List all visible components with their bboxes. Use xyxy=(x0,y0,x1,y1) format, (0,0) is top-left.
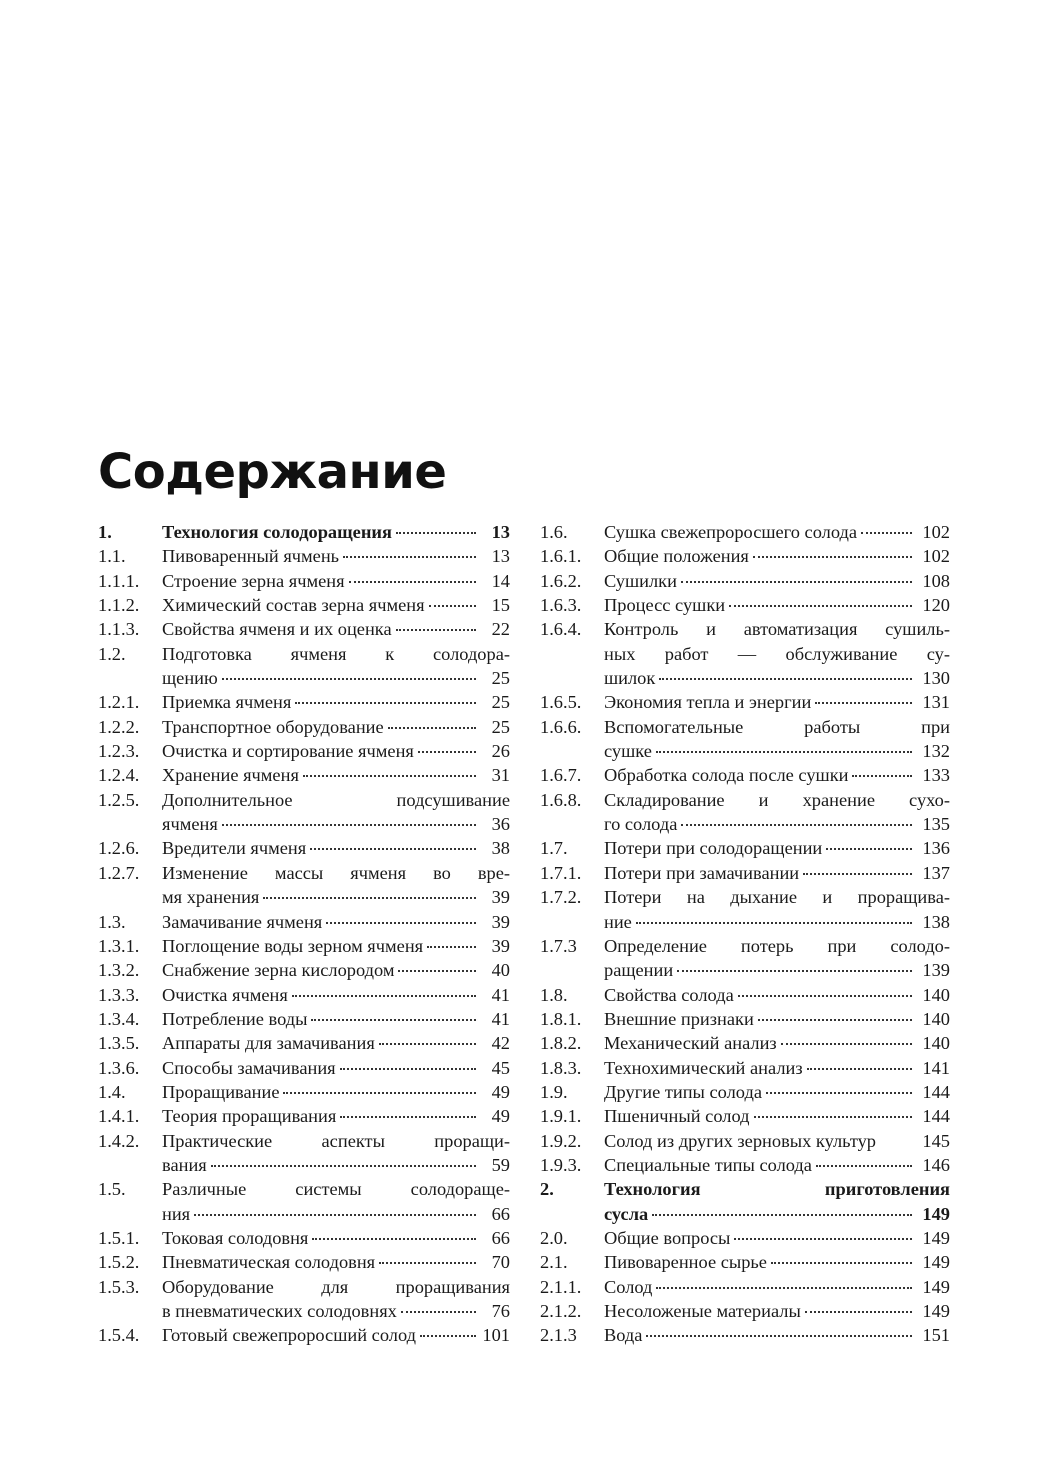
toc-dot-leader xyxy=(349,580,476,583)
toc-entry-title: Пивоваренное сырье xyxy=(604,1252,767,1273)
toc-entry-number: 2.1.3 xyxy=(540,1325,577,1346)
toc-entry-number: 1.7. xyxy=(540,838,568,859)
toc-entry-number: 1.3.5. xyxy=(98,1033,140,1054)
toc-entry-page: 133 xyxy=(922,765,950,786)
toc-entry xyxy=(540,1007,950,1031)
toc-entry-page: 145 xyxy=(922,1130,950,1151)
toc-dot-leader xyxy=(754,1115,913,1118)
toc-entry-number: 1.2.7. xyxy=(98,862,140,883)
toc-dot-leader xyxy=(681,823,912,826)
toc-entry-title: шилок xyxy=(604,668,656,689)
toc-entry-page: 135 xyxy=(922,814,950,835)
toc-entry-number: 1.3.2. xyxy=(98,960,140,981)
toc-entry-number: 1.6. xyxy=(540,522,568,542)
toc-entry-page: 151 xyxy=(922,1325,950,1346)
toc-entry xyxy=(540,715,950,764)
toc-entry-title: ячменя xyxy=(162,814,218,835)
toc-entry-number: 1.6.6. xyxy=(540,716,582,737)
toc-entry xyxy=(98,1177,510,1226)
toc-entry-number: 2. xyxy=(540,1179,554,1200)
toc-entry-title: Солод xyxy=(604,1276,653,1297)
toc-entry-page: 140 xyxy=(922,1008,950,1029)
toc-entry-page: 138 xyxy=(922,911,950,932)
toc-entry-title-line: Складирование и хранение сухо- xyxy=(604,789,950,810)
toc-entry-title: вания xyxy=(162,1154,207,1175)
toc-entry-page: 137 xyxy=(922,862,950,883)
toc-entry xyxy=(98,1275,510,1324)
toc-entry-title: сусла xyxy=(604,1203,649,1224)
toc-dot-leader xyxy=(194,1213,476,1216)
toc-entry-page: 66 xyxy=(491,1227,510,1248)
toc-entry-title: Экономия тепла и энергии xyxy=(604,692,812,713)
toc-entry-title: Несоложеные материалы xyxy=(604,1301,801,1321)
toc-entry-number: 1.3. xyxy=(98,911,126,932)
toc-dot-leader xyxy=(771,1261,912,1264)
toc-dot-leader xyxy=(803,872,912,875)
toc-entry-number: 2.0. xyxy=(540,1227,568,1248)
toc-dot-leader xyxy=(646,1334,912,1337)
toc-dot-leader xyxy=(677,969,912,972)
toc-entry xyxy=(98,763,510,787)
toc-entry-number: 2.1.2. xyxy=(540,1301,582,1321)
toc-entry-number: 1.5.1. xyxy=(98,1227,140,1248)
toc-entry-title: Поглощение воды зерном ячменя xyxy=(162,935,424,956)
toc-entry-page: 25 xyxy=(491,668,510,689)
toc-entry-number: 1.5.2. xyxy=(98,1252,140,1273)
toc-entry-number: 1.2.1. xyxy=(98,692,140,713)
toc-entry-number: 1.7.3 xyxy=(540,935,577,956)
toc-dot-leader xyxy=(427,945,476,948)
toc-dot-leader xyxy=(766,1091,912,1094)
toc-entry xyxy=(98,1056,510,1080)
toc-entry-page: 26 xyxy=(491,741,510,762)
toc-entry xyxy=(540,1056,950,1080)
toc-dot-leader xyxy=(379,1042,476,1045)
toc-entry-number: 1.6.1. xyxy=(540,546,582,567)
toc-entry-number: 1.5.3. xyxy=(98,1276,140,1297)
toc-entry-number: 1.4.2. xyxy=(98,1130,140,1151)
toc-entry-page: 59 xyxy=(491,1154,510,1175)
toc-entry-title: сушке xyxy=(604,741,652,762)
toc-entry-title: Строение зерна ячменя xyxy=(162,570,345,591)
toc-entry-page: 132 xyxy=(922,741,950,762)
toc-entry-number: 1.6.8. xyxy=(540,789,582,810)
toc-entry-title-line: ных работ — обслуживание су- xyxy=(604,643,950,664)
toc-entry-page: 131 xyxy=(922,692,950,713)
toc-entry-page: 31 xyxy=(491,765,510,786)
toc-entry-title-line: Изменение массы ячменя во вре- xyxy=(162,862,510,883)
toc-entry-number: 1.5.4. xyxy=(98,1325,140,1346)
toc-entry-page: 15 xyxy=(491,595,510,616)
toc-entry-page: 70 xyxy=(491,1252,510,1273)
toc-entry-title: Пивоваренный ячмень xyxy=(162,546,340,567)
toc-entry-title: Пневматическая солодовня xyxy=(162,1252,376,1273)
toc-entry-title: Проращивание xyxy=(162,1081,280,1102)
toc-dot-leader xyxy=(343,555,476,558)
toc-entry-page: 22 xyxy=(491,619,510,640)
toc-entry-title: щению xyxy=(162,668,218,689)
toc-entry-number: 1.2.6. xyxy=(98,838,140,859)
toc-entry xyxy=(98,1323,510,1347)
toc-entry-title: Химический состав зерна ячменя xyxy=(162,595,425,616)
toc-entry-title: Замачивание ячменя xyxy=(162,911,323,932)
toc-entry-title: Снабжение зерна кислородом xyxy=(162,960,395,981)
toc-entry-title: го солода xyxy=(604,814,678,835)
toc-dot-leader xyxy=(815,701,912,704)
toc-entry-page: 101 xyxy=(482,1325,510,1346)
toc-entry-title: Очистка ячменя xyxy=(162,984,288,1005)
toc-entry xyxy=(98,715,510,739)
toc-entry xyxy=(98,617,510,641)
toc-dot-leader xyxy=(807,1067,912,1070)
toc-dot-leader xyxy=(826,847,912,850)
toc-entry xyxy=(540,1031,950,1055)
toc-dot-leader xyxy=(311,1018,476,1021)
toc-entry xyxy=(98,642,510,691)
toc-entry-page: 139 xyxy=(922,960,950,981)
toc-entry-title: Специальные типы солода xyxy=(604,1154,812,1175)
toc-entry-number: 1.8.3. xyxy=(540,1057,582,1078)
toc-entry-page: 45 xyxy=(491,1057,510,1078)
toc-entry-page: 49 xyxy=(491,1081,510,1102)
toc-entry xyxy=(540,544,950,568)
toc-entry-page: 136 xyxy=(922,838,950,859)
toc-entry-title: Аппараты для замачивания xyxy=(162,1033,375,1054)
toc-entry-title-line: Оборудование для проращивания xyxy=(162,1276,510,1297)
toc-entry-page: 41 xyxy=(491,1008,510,1029)
toc-entry-page: 149 xyxy=(922,1203,950,1224)
toc-dot-leader xyxy=(310,847,476,850)
toc-entry-number: 2.1.1. xyxy=(540,1276,582,1297)
toc-entry-number: 1.3.6. xyxy=(98,1057,140,1078)
toc-entry-page: 144 xyxy=(922,1106,950,1127)
toc-entry-page: 144 xyxy=(922,1081,950,1102)
toc-dot-leader xyxy=(292,994,476,997)
toc-dot-leader xyxy=(211,1164,476,1167)
toc-dot-leader xyxy=(816,1164,912,1167)
toc-entry xyxy=(540,1299,950,1323)
toc-entry-title: Очистка и сортирование ячменя xyxy=(162,741,414,762)
toc-entry-number: 1.3.4. xyxy=(98,1008,140,1029)
toc-entry xyxy=(540,836,950,860)
toc-entry-title-line: Вспомогательные работы при xyxy=(604,716,950,737)
toc-entry-title-line: Дополнительное подсушивание xyxy=(162,789,510,810)
toc-entry xyxy=(540,1250,950,1274)
toc-dot-leader xyxy=(734,1237,912,1240)
toc-entry xyxy=(540,934,950,983)
toc-dot-leader xyxy=(805,1310,912,1313)
toc-dot-leader xyxy=(659,677,912,680)
toc-dot-leader xyxy=(852,774,912,777)
toc-dot-leader xyxy=(656,1286,912,1289)
toc-entry xyxy=(540,593,950,617)
toc-entry-title: Потери при замачивании xyxy=(604,862,800,883)
toc-entry-number: 1.7.2. xyxy=(540,887,582,908)
toc-entry-title: Технология солодоращения xyxy=(162,522,392,542)
toc-entry-page: 41 xyxy=(491,984,510,1005)
toc-entry-title: Потребление воды xyxy=(162,1008,308,1029)
toc-entry-title: Теория проращивания xyxy=(162,1106,337,1127)
toc-dot-leader xyxy=(326,921,476,924)
toc-entry-number: 1.6.7. xyxy=(540,765,582,786)
toc-entry-number: 1.3.3. xyxy=(98,984,140,1005)
toc-entry-number: 1.2.4. xyxy=(98,765,140,786)
toc-entry-page: 140 xyxy=(922,1033,950,1054)
toc-entry-page: 39 xyxy=(491,911,510,932)
toc-entry-page: 102 xyxy=(922,522,950,542)
toc-entry-title-line: Практические аспекты проращи- xyxy=(162,1130,510,1151)
toc-entry-page: 149 xyxy=(922,1227,950,1248)
toc-entry-title: ращении xyxy=(604,960,674,981)
toc-entry xyxy=(98,569,510,593)
toc-dot-leader xyxy=(295,701,476,704)
toc-entry-page: 40 xyxy=(491,960,510,981)
toc-entry-number: 1.2.2. xyxy=(98,716,140,737)
toc-entry-title: Способы замачивания xyxy=(162,1057,336,1078)
toc-entry-page: 76 xyxy=(491,1301,510,1321)
toc-entry-title: мя хранения xyxy=(162,887,260,908)
toc-dot-leader xyxy=(340,1067,476,1070)
toc-entry-title: Пшеничный солод xyxy=(604,1106,750,1127)
toc-entry xyxy=(98,593,510,617)
toc-dot-leader xyxy=(652,1213,912,1216)
toc-entry-title-line: Подготовка ячменя к солодора- xyxy=(162,643,510,664)
toc-entry-title-line: Различные системы солодораще- xyxy=(162,1179,510,1200)
toc-entry-number: 1.2. xyxy=(98,643,126,664)
toc-entry xyxy=(540,983,950,1007)
toc-entry-number: 1.5. xyxy=(98,1179,126,1200)
toc-entry-page: 140 xyxy=(922,984,950,1005)
toc-entry xyxy=(98,934,510,958)
toc-entry-number: 1.1.3. xyxy=(98,619,140,640)
toc-entry-title: Сушка свежепроросшего солода xyxy=(604,522,858,542)
toc-entry-title: Готовый свежепроросший солод xyxy=(162,1325,416,1346)
toc-entry-title: Потери при солодоращении xyxy=(604,838,823,859)
toc-entry-title: ние xyxy=(604,911,632,932)
toc-entry xyxy=(98,836,510,860)
toc-dot-leader xyxy=(388,726,476,729)
toc-entry-title: Хранение ячменя xyxy=(162,765,299,786)
toc-dot-leader xyxy=(861,531,912,534)
toc-entry-title: Внешние признаки xyxy=(604,1008,754,1029)
toc-entry xyxy=(540,1177,950,1226)
toc-entry-page: 36 xyxy=(491,814,510,835)
toc-entry-number: 1.9.2. xyxy=(540,1130,582,1151)
toc-entry xyxy=(98,739,510,763)
toc-entry-number: 1.8. xyxy=(540,984,568,1005)
toc-entry xyxy=(540,1275,950,1299)
toc-entry-page: 49 xyxy=(491,1106,510,1127)
toc-entry xyxy=(98,520,510,544)
toc-entry-page: 39 xyxy=(491,887,510,908)
toc-entry-title-line: Контроль и автоматизация сушиль- xyxy=(604,619,950,640)
toc-dot-leader xyxy=(396,531,476,534)
page-title: Содержание xyxy=(98,444,447,501)
toc-dot-leader xyxy=(396,628,476,631)
toc-entry-number: 1.1.2. xyxy=(98,595,140,616)
toc-entry-page: 66 xyxy=(491,1203,510,1224)
toc-entry-number: 1. xyxy=(98,522,112,542)
toc-entry xyxy=(540,690,950,714)
toc-entry xyxy=(540,520,950,544)
toc-entry-page: 120 xyxy=(922,595,950,616)
toc-dot-leader xyxy=(418,750,476,753)
toc-entry-number: 1.9. xyxy=(540,1081,568,1102)
toc-entry xyxy=(540,885,950,934)
toc-entry-title: Солод из других зерновых культур xyxy=(604,1130,877,1151)
toc-dot-leader xyxy=(222,823,476,826)
toc-entry-page: 25 xyxy=(491,716,510,737)
toc-entry-title: Вредители ячменя xyxy=(162,838,307,859)
toc-entry-number: 1.9.3. xyxy=(540,1154,582,1175)
toc-entry-number: 1.8.2. xyxy=(540,1033,582,1054)
toc-entry-number: 1.8.1. xyxy=(540,1008,582,1029)
toc-entry-title: Свойства солода xyxy=(604,984,734,1005)
toc-dot-leader xyxy=(222,677,476,680)
toc-entry-page: 25 xyxy=(491,692,510,713)
toc-entry-page: 146 xyxy=(922,1154,950,1175)
toc-dot-leader xyxy=(429,604,476,607)
toc-entry xyxy=(98,1007,510,1031)
toc-dot-leader xyxy=(263,896,476,899)
toc-entry-title: Механический анализ xyxy=(604,1033,777,1054)
toc-entry-page: 141 xyxy=(922,1057,950,1078)
toc-dot-leader xyxy=(420,1334,476,1337)
toc-entry-title: Процесс сушки xyxy=(604,595,726,616)
toc-entry-title: Вода xyxy=(604,1325,643,1346)
toc-entry-title: Другие типы солода xyxy=(604,1081,762,1102)
toc-entry-title: Токовая солодовня xyxy=(162,1227,309,1248)
toc-dot-leader xyxy=(880,1142,912,1143)
toc-entry-title: Общие вопросы xyxy=(604,1227,731,1248)
toc-entry xyxy=(98,1031,510,1055)
toc-dot-leader xyxy=(340,1115,476,1118)
toc-entry xyxy=(540,861,950,885)
toc-entry xyxy=(98,1080,510,1104)
toc-entry-page: 42 xyxy=(491,1033,510,1054)
toc-entry xyxy=(540,569,950,593)
toc-entry-number: 1.1.1. xyxy=(98,570,140,591)
toc-entry xyxy=(98,1104,510,1128)
toc-entry xyxy=(98,788,510,837)
toc-entry-number: 1.2.5. xyxy=(98,789,140,810)
toc-entry-title-line: Потери на дыхание и проращива- xyxy=(604,887,950,908)
toc-entry-title: Обработка солода после сушки xyxy=(604,765,849,786)
toc-entry-title: Общие положения xyxy=(604,546,749,567)
toc-entry-number: 2.1. xyxy=(540,1252,568,1273)
toc-entry-number: 1.4. xyxy=(98,1081,126,1102)
toc-dot-leader xyxy=(379,1261,476,1264)
toc-dot-leader xyxy=(656,750,912,753)
toc-entry-number: 1.3.1. xyxy=(98,935,140,956)
toc-entry xyxy=(98,958,510,982)
toc-entry-title-line: Определение потерь при солодо- xyxy=(604,935,950,956)
toc-entry-title: ния xyxy=(162,1203,191,1224)
toc-entry-number: 1.9.1. xyxy=(540,1106,582,1127)
toc-entry-page: 108 xyxy=(922,570,950,591)
toc-entry-page: 149 xyxy=(922,1301,950,1321)
toc-dot-leader xyxy=(781,1042,912,1045)
toc-entry xyxy=(540,1129,950,1153)
toc-column-left xyxy=(98,520,510,1348)
toc-entry xyxy=(98,1250,510,1274)
toc-dot-leader xyxy=(398,969,476,972)
toc-dot-leader xyxy=(681,580,912,583)
toc-entry-number: 1.2.3. xyxy=(98,741,140,762)
toc-entry-page: 39 xyxy=(491,935,510,956)
toc-entry xyxy=(98,690,510,714)
toc-dot-leader xyxy=(738,994,912,997)
toc-entry-title: Транспортное оборудование xyxy=(162,716,384,737)
toc-entry xyxy=(540,1080,950,1104)
toc-entry-page: 149 xyxy=(922,1252,950,1273)
toc-entry-number: 1.7.1. xyxy=(540,862,582,883)
toc-entry-page: 13 xyxy=(491,546,510,567)
toc-dot-leader xyxy=(636,921,912,924)
toc-entry xyxy=(540,1153,950,1177)
toc-entry-number: 1.4.1. xyxy=(98,1106,140,1127)
toc-dot-leader xyxy=(753,555,912,558)
toc-entry-number: 1.6.5. xyxy=(540,692,582,713)
toc-entry xyxy=(540,1323,950,1347)
toc-dot-leader xyxy=(303,774,476,777)
toc-dot-leader xyxy=(312,1237,476,1240)
toc-dot-leader xyxy=(758,1018,912,1021)
toc-entry-number: 1.6.3. xyxy=(540,595,582,616)
toc-entry-page: 14 xyxy=(491,570,510,591)
toc-entry-number: 1.1. xyxy=(98,546,126,567)
toc-entry xyxy=(540,617,950,690)
toc-entry xyxy=(98,910,510,934)
toc-entry-page: 38 xyxy=(491,838,510,859)
toc-entry xyxy=(540,1104,950,1128)
toc-entry-page: 130 xyxy=(922,668,950,689)
toc-entry xyxy=(540,788,950,837)
toc-entry xyxy=(540,1226,950,1250)
toc-entry xyxy=(98,861,510,910)
toc-entry-page: 102 xyxy=(922,546,950,567)
toc-entry-title: Сушилки xyxy=(604,570,677,591)
toc-entry-page: 149 xyxy=(922,1276,950,1297)
toc-entry xyxy=(540,763,950,787)
toc-entry-number: 1.6.2. xyxy=(540,570,582,591)
toc-entry-page: 13 xyxy=(491,522,510,542)
toc-dot-leader xyxy=(283,1091,476,1094)
toc-entry-number: 1.6.4. xyxy=(540,619,582,640)
toc-entry-title: Технохимический анализ xyxy=(604,1057,803,1078)
toc-entry xyxy=(98,983,510,1007)
toc-entry-title-line: Технология приготовления xyxy=(604,1179,950,1200)
toc-entry xyxy=(98,1129,510,1178)
toc-entry xyxy=(98,544,510,568)
toc-entry-title: в пневматических солодовнях xyxy=(162,1301,397,1321)
toc-entry-title: Свойства ячменя и их оценка xyxy=(162,619,392,640)
toc-entry-title: Приемка ячменя xyxy=(162,692,292,713)
toc-column-right xyxy=(540,520,950,1348)
toc-dot-leader xyxy=(401,1310,476,1313)
toc-entry xyxy=(98,1226,510,1250)
toc-dot-leader xyxy=(729,604,912,607)
